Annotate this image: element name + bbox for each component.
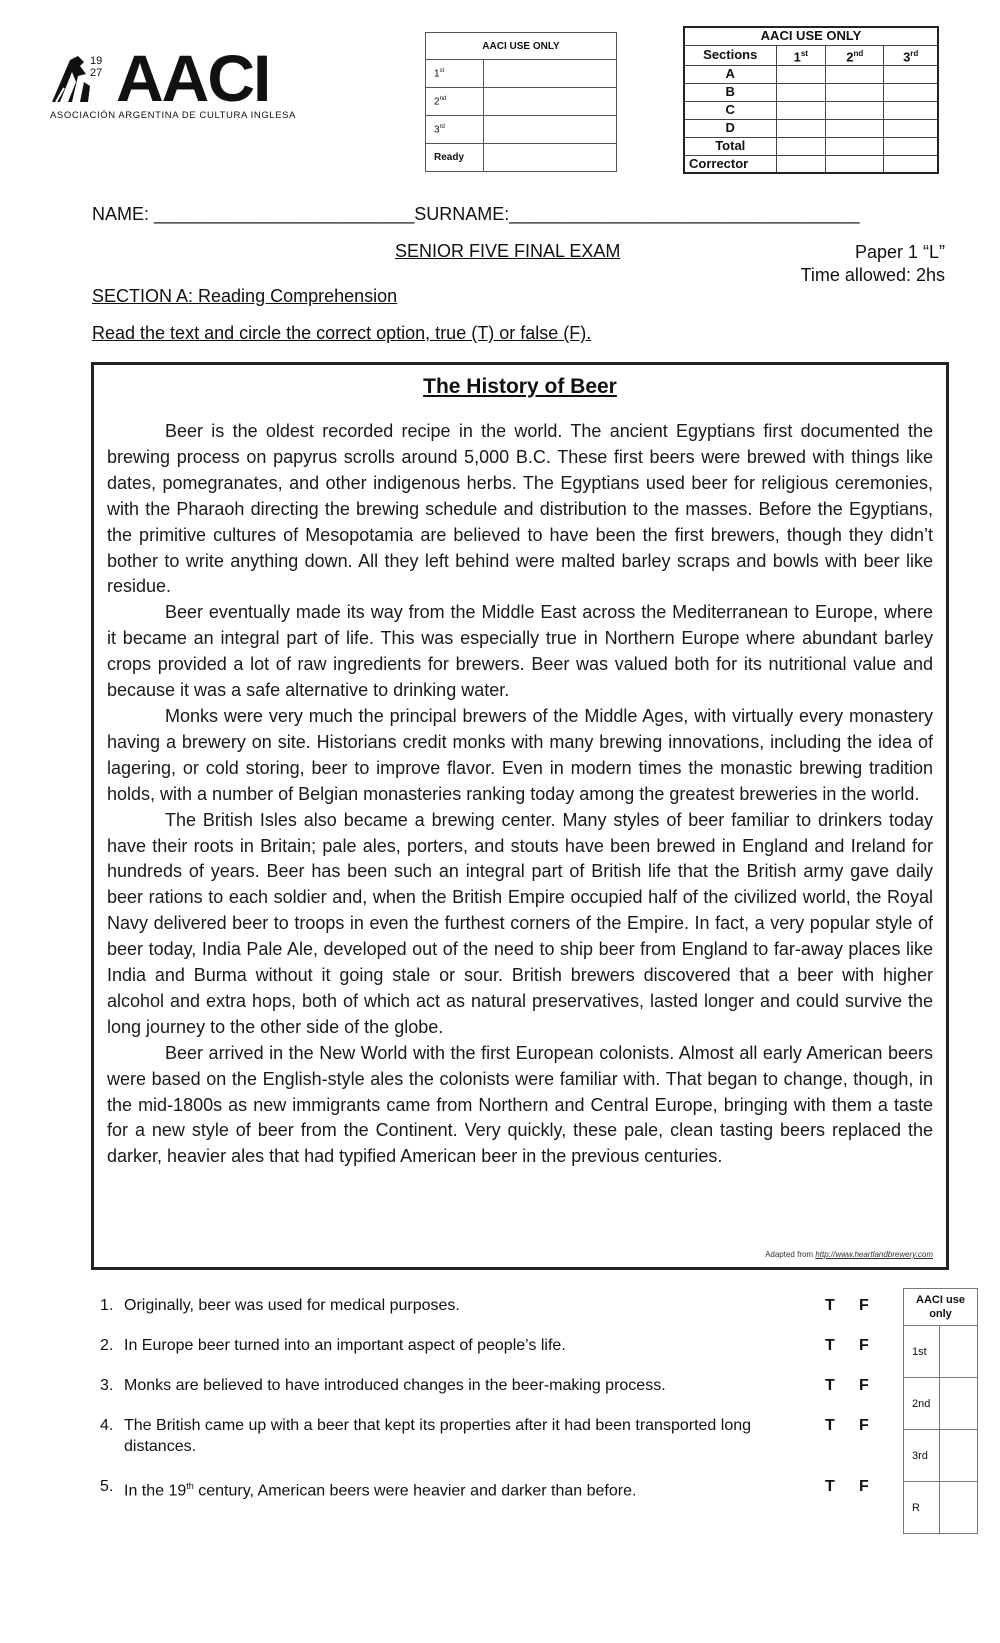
true-option[interactable]: T: [825, 1478, 835, 1495]
aaci-use-table-sections: [683, 26, 939, 174]
aaci-use-table-questions: [903, 1288, 978, 1534]
score-cell[interactable]: [776, 155, 826, 173]
false-option[interactable]: F: [859, 1417, 869, 1434]
row-label: Total: [684, 137, 776, 155]
score-cell[interactable]: [776, 137, 826, 155]
question-text: The British came up with a beer that kept its properties after it had been transported long distances.: [124, 1417, 752, 1455]
sections-table-header: AACI USE ONLY: [684, 27, 938, 45]
score-cell[interactable]: [826, 119, 884, 137]
false-option[interactable]: F: [859, 1377, 869, 1394]
side-table-header: AACI use only: [904, 1289, 978, 1326]
side-table-label: 1st: [904, 1326, 940, 1378]
small-table-header: AACI USE ONLY: [426, 33, 617, 60]
logo-subtitle: ASOCIACIÓN ARGENTINA DE CULTURA INGLESA: [50, 110, 296, 121]
side-table-label: 3rd: [904, 1430, 940, 1482]
score-cell[interactable]: [826, 83, 884, 101]
score-cell[interactable]: [776, 83, 826, 101]
row-label: Corrector: [684, 155, 776, 173]
svg-text:27: 27: [90, 67, 103, 79]
score-cell[interactable]: [884, 65, 938, 83]
paragraph: Beer eventually made its way from the Middle East across the Mediterranean to Europe, where it became an integral part of life. This was especially true in Northern Europe where abundant barley crops provided a lot of raw ingredients for brewers. Beer was valued both for its nutritional value and because it was a safe alternative to drinking water.: [107, 602, 933, 701]
side-table-label: R: [904, 1482, 940, 1534]
row-label: B: [684, 83, 776, 101]
false-option[interactable]: F: [859, 1297, 869, 1314]
reading-title: The History of Beer: [423, 375, 617, 398]
question-text: Monks are believed to have introduced changes in the beer-making process.: [124, 1377, 666, 1394]
row-label: D: [684, 119, 776, 137]
side-table-cell[interactable]: [940, 1378, 978, 1430]
sections-label: Sections: [684, 45, 776, 65]
svg-text:19: 19: [90, 55, 103, 67]
question-text: Originally, beer was used for medical purposes.: [124, 1297, 460, 1314]
score-cell[interactable]: [776, 65, 826, 83]
small-table-label: 2nd: [426, 88, 484, 116]
false-option[interactable]: F: [859, 1478, 869, 1495]
instructions: Read the text and circle the correct option, true (T) or false (F).: [92, 323, 592, 343]
score-cell[interactable]: [884, 155, 938, 173]
source-citation: Adapted from http://www.heartlandbrewery.com: [765, 1250, 933, 1259]
name-surname-line[interactable]: NAME: __________________________SURNAME:___________________________________: [92, 204, 860, 224]
small-table-cell[interactable]: [484, 116, 617, 144]
section-heading: SECTION A: Reading Comprehension: [92, 286, 398, 306]
column-header: 1st: [776, 45, 826, 65]
true-option[interactable]: T: [825, 1297, 835, 1314]
question-text: In the 19th century, American beers were heavier and darker than before.: [124, 1481, 637, 1500]
logo-name: AACI: [116, 41, 270, 115]
side-table-cell[interactable]: [940, 1482, 978, 1534]
paper-info: [801, 241, 945, 287]
small-table-label: Ready: [426, 144, 484, 172]
score-cell[interactable]: [826, 155, 884, 173]
side-table-cell[interactable]: [940, 1326, 978, 1378]
side-table-label: 2nd: [904, 1378, 940, 1430]
small-table-label: 1st: [426, 60, 484, 88]
score-cell[interactable]: [884, 101, 938, 119]
source-link[interactable]: http://www.heartlandbrewery.com: [815, 1250, 933, 1259]
reading-passage-box: [91, 362, 949, 1270]
exam-title: SENIOR FIVE FINAL EXAM: [395, 241, 621, 261]
row-label: C: [684, 101, 776, 119]
side-table-cell[interactable]: [940, 1430, 978, 1482]
score-cell[interactable]: [884, 83, 938, 101]
true-option[interactable]: T: [825, 1417, 835, 1434]
question-text: In Europe beer turned into an important aspect of people’s life.: [124, 1337, 566, 1354]
score-cell[interactable]: [826, 137, 884, 155]
true-option[interactable]: T: [825, 1337, 835, 1354]
score-cell[interactable]: [884, 137, 938, 155]
score-cell[interactable]: [826, 101, 884, 119]
small-table-label: 3rd: [426, 116, 484, 144]
score-cell[interactable]: [826, 65, 884, 83]
paper-label: Paper 1 “L”: [854, 242, 945, 262]
column-header: 2nd: [826, 45, 884, 65]
small-table-cell[interactable]: [484, 88, 617, 116]
aaci-use-table-small: [425, 32, 617, 172]
paragraph: Monks were very much the principal brewers of the Middle Ages, with virtually every monastery having a brewery on site. Historians credit monks with many brewing innovations, including the idea of lagering, or cold storing, beer to improve flavor. Even in modern times the monastic brewing tradition holds, with a number of Belgian monasteries ranking today among the greatest breweries in the world.: [107, 705, 933, 804]
row-label: A: [684, 65, 776, 83]
score-cell[interactable]: [884, 119, 938, 137]
lion-emblem-icon: [50, 52, 112, 104]
paragraph: Beer is the oldest recorded recipe in the world. The ancient Egyptians first documented the brewing process on papyrus scrolls around 5,000 B.C. These first beers were brewed with things like dates, pomegranates, and other indigenous herbs. The Egyptians used beer for religious ceremonies, with the Pharaoh directing the brewing schedule and distribution to the masses. Before the Egyptians, the primitive cultures of Mesopotamia are believed to have been the first brewers, though they didn’t bother to write anything down. All they left behind were malted barley scraps and bowls with beer like residue.: [107, 421, 933, 597]
paragraph: The British Isles also became a brewing center. Many styles of beer familiar to drinkers today have their roots in Britain; pale ales, porters, and stouts have been brewed in England and Ireland for hundreds of years. Beer has been such an integral part of British life that the British army gave daily beer rations to each soldier and, when the British Empire occupied half of the civilized world, the Royal Navy delivered beer to troops in even the furthest corners of the Empire. In fact, a very popular style of beer today, India Pale Ale, developed out of the need to ship beer from England to far-away places like India and Burma without it going stale or sour. British brewers discovered that a beer with higher alcohol and extra hops, both of which act as natural preservatives, lasted longer and could survive the long journey to the other side of the globe.: [107, 809, 933, 1037]
aaci-logo: [50, 41, 300, 132]
true-option[interactable]: T: [825, 1377, 835, 1394]
column-header: 3rd: [884, 45, 938, 65]
false-option[interactable]: F: [859, 1337, 869, 1354]
small-table-cell[interactable]: [484, 60, 617, 88]
small-table-cell[interactable]: [484, 144, 617, 172]
time-allowed: Time allowed: 2hs: [800, 265, 945, 285]
paragraph: Beer arrived in the New World with the first European colonists. Almost all early American beers were based on the English-style ales the colonists were familiar with. That began to change, though, in the mid-1800s as new immigrants came from Northern and Central Europe, bringing with them a taste for a new style of beer from the Continent. Very quickly, these pale, clean tasting beers replaced the darker, heavier ales that had typified American beer in the previous centuries.: [107, 1042, 933, 1167]
score-cell[interactable]: [776, 119, 826, 137]
score-cell[interactable]: [776, 101, 826, 119]
